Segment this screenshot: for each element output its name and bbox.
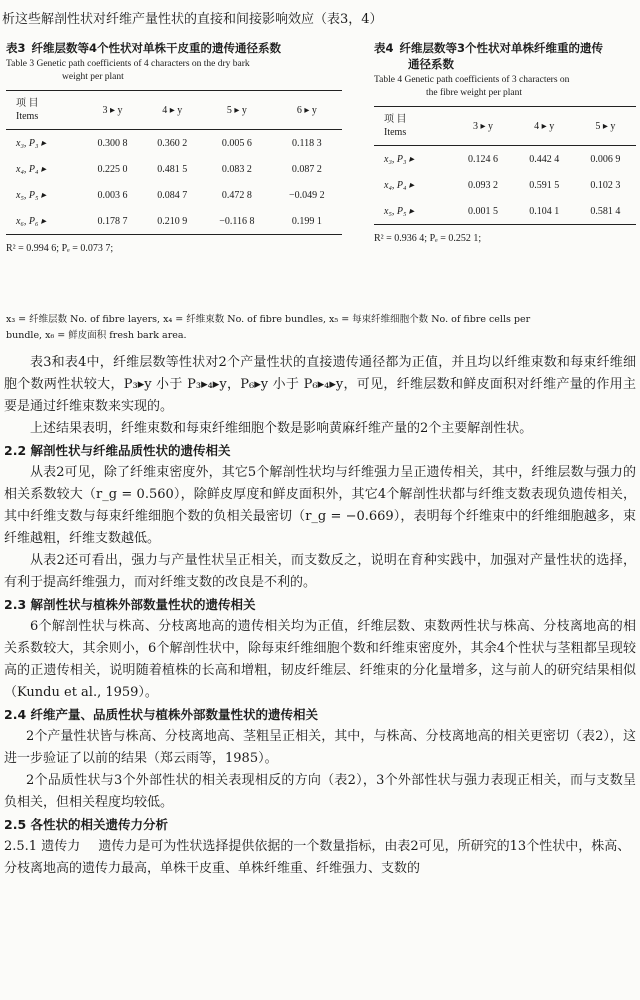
table4-number: 表4 [374,41,394,55]
table-cell: 0.360 2 [157,137,188,149]
table4-header-row [374,107,636,146]
paragraph: 2个品质性状与3个外部性状的相关表现相反的方向（表2），3个外部性状与强力表现正相关，而与支数呈负相关，但相关程度均较低。 [4,773,636,810]
table-cell-item: x₅, P₅ ▸ [16,189,47,201]
table-cell: 0.300 8 [97,137,128,149]
table-cell-item: x₅, P₅ ▸ [384,205,415,217]
subsection-number: 2.5.1 [4,839,38,854]
table-cell-item: x₄, P₄ ▸ [384,179,415,191]
table-cell: 0.104 1 [529,205,560,217]
table4-header-item [374,107,452,146]
table3-header-item-zh: 项 目 [16,98,39,109]
table3-title-en-1: Table 3 Genetic path coefficients of 4 characters on the dry bark [6,59,250,69]
table4-header-item-en: Items [384,127,407,138]
table3-header-col: 3 ▸ y [102,104,123,116]
table-cell: 0.093 2 [468,179,499,191]
table4-title-zh [374,40,636,56]
paragraph: 6个解剖性状与株高、分枝离地高的遗传相关均为正值，纤维层数、束数两性状与株高、分枝离地高的相关系数较大，其余则小，6个解剖性状中，除每束纤维细胞个数和纤维束密度外，其余4个性状与茎粗都呈现较高的正遗传相关，说明随着植株的长高和增粗，韧皮纤维层、纤维束的分化量增多，这与前人的研究结果相似（Kundu et al., 1959）。 [4,619,636,700]
subsection-2-5-1 [4,836,636,880]
paragraph: 从表2可见，除了纤维束密度外，其它5个解剖性状均与纤维强力呈正遗传相关，其中，纤维层数与强力的相关系数较大（r_g = 0.560），除鲜皮厚度和鲜皮面积外，其它4个解剖性状都与纤维支数表现负遗传相关，其中纤维支数与每束纤维细胞个数的负相关最密切（r_g = −0.669），表明每个纤维束中的纤维细胞越多，束纤维越粗，纤维支数越低。 [4,465,636,546]
paragraph: 上述结果表明，纤维束数和每束纤维细胞个数是影响黄麻纤维产量的2个主要解剖性状。 [30,421,533,436]
section-heading-2-2: 2.2 解剖性状与纤维品质性状的遗传相关 [4,443,231,458]
table-cell: 0.178 7 [97,215,128,227]
paragraph: 表3和表4中，纤维层数等性状对2个产量性状的直接遗传通径都为正值，并且均以纤维束数和每束纤维细胞个数两性状较大，P₃▸y 小于 P₃▸₄▸y，P₆▸y 小于 P₆▸₄▸y，可见，纤维层数和鲜皮面积对纤维产量的作用主要是通过纤维束数来实现的。 [4,355,636,414]
table-cell: 0.124 6 [468,153,499,165]
table4-title-en-1: Table 4 Genetic path coefficients of 3 characters on [374,75,570,85]
table3-note: R² = 0.994 6; Pₑ = 0.073 7; [6,243,114,254]
table3 [6,90,342,235]
table3-header-col: 4 ▸ y [162,104,183,116]
table3-header-col: 5 ▸ y [226,104,247,116]
table-cell: −0.116 8 [219,215,255,227]
table4-block [374,40,636,244]
table-row [6,208,342,235]
table4-header-col: 3 ▸ y [473,120,494,132]
intro-line: 析这些解剖性状对纤维产量性状的直接和间接影响效应（表3，4） [2,12,383,27]
table-row [374,198,636,225]
table-cell: 0.118 3 [292,137,322,149]
table4-title-zh-2: 通径系数 [408,57,454,71]
table-cell: 0.442 4 [529,153,560,165]
table3-header-item [6,91,83,130]
legend-line-1: x₃ = 纤维层数 No. of fibre layers, x₄ = 纤维束数 No. of fibre bundles, x₅ = 每束纤维细胞个数 No. of fibre cells per [6,314,531,325]
table-row [6,182,342,208]
table-cell-item: x₆, P₆ ▸ [16,215,47,227]
table-row [374,172,636,198]
table-row [374,146,636,173]
table-cell: 0.006 9 [590,153,621,165]
table-cell-item: x₃, P₃ ▸ [16,137,47,149]
table-row [6,156,342,182]
legend-line-2: bundle, x₆ = 鲜皮面积 fresh bark area. [6,330,187,341]
table-cell: 0.581 4 [590,205,621,217]
table-cell: 0.003 6 [97,189,128,201]
table-legend [6,312,634,344]
table-cell-item: x₄, P₄ ▸ [16,163,47,175]
table-cell: −0.049 2 [289,189,325,201]
table-cell: 0.083 2 [221,163,252,175]
paragraph: 2个产量性状皆与株高、分枝离地高、茎粗呈正相关，其中，与株高、分枝离地高的相关更密切（表2），这进一步验证了以前的结果（郑云雨等，1985）。 [4,729,636,766]
table3-header-item-en: Items [16,111,39,122]
subsection-title: 遗传力 [41,839,81,854]
paragraph: 从表2还可看出，强力与产量性状呈正相关，而支数反之，说明在育种实践中，加强对产量性状的选择，有利于提高纤维强力，而对纤维支数的改良是不利的。 [4,553,636,590]
table3-title-zh [6,40,342,56]
section-heading-2-4: 2.4 纤维产量、品质性状与植株外部数量性状的遗传相关 [4,707,318,722]
table-cell: 0.210 9 [157,215,188,227]
section-heading-2-5: 2.5 各性状的相关遗传力分析 [4,817,168,832]
table-cell: 0.001 5 [468,205,499,217]
table-cell: 0.481 5 [157,163,188,175]
table3-header-row [6,91,342,130]
table3-title-en-2: weight per plant [62,72,124,82]
table4-header-item-zh: 项 目 [384,114,407,125]
table-cell: 0.102 3 [590,179,621,191]
table-cell: 0.084 7 [157,189,188,201]
table3-title-zh-text: 纤维层数等4个性状对单株干皮重的遗传通径系数 [31,41,282,55]
table-cell: 0.472 8 [221,189,252,201]
table3-number: 表3 [6,41,26,55]
table4-header-col: 4 ▸ y [534,120,555,132]
table4-header-col: 5 ▸ y [595,120,616,132]
table3-header-col: 6 ▸ y [296,104,317,116]
table-cell: 0.005 6 [221,137,252,149]
table4 [374,106,636,225]
table-cell: 0.087 2 [291,163,322,175]
section-heading-2-3: 2.3 解剖性状与植株外部数量性状的遗传相关 [4,597,256,612]
table4-note: R² = 0.936 4; Pₑ = 0.252 1; [374,233,482,244]
table-cell: 0.591 5 [529,179,560,191]
table-cell-item: x₃, P₃ ▸ [384,153,415,165]
table3-block [6,40,342,254]
subsection-text: 遗传力是可为性状选择提供依据的一个数量指标，由表2可见，所研究的13个性状中，株高、分枝离地高的遗传力最高，单株干皮重、单株纤维重、纤维强力、支数的 [4,839,631,876]
body-text [4,352,636,880]
table4-title-zh-text-1: 纤维层数等3个性状对单株纤维重的遗传 [399,41,604,55]
table-cell: 0.199 1 [291,215,322,227]
table4-title-en-2: the fibre weight per plant [426,88,523,98]
table-cell: 0.225 0 [97,163,128,175]
table-row [6,130,342,157]
